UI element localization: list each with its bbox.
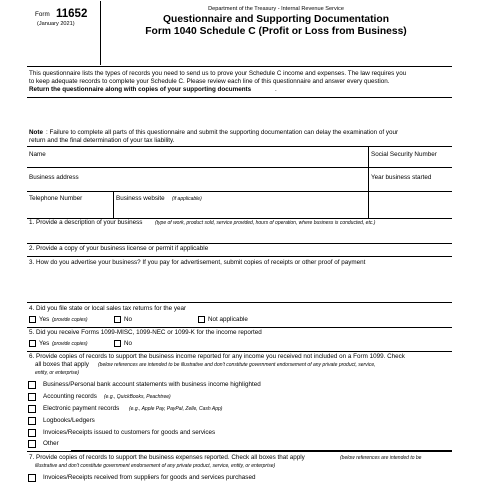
form-prefix: Form	[35, 11, 50, 18]
q6-item-label: Electronic payment records	[43, 405, 120, 412]
rule	[27, 451, 452, 452]
note-line2: return and the final determination of your tax liability.	[29, 137, 175, 144]
rule	[27, 97, 452, 98]
q4-not-applicable-checkbox[interactable]	[198, 316, 205, 323]
form-date: (January 2021)	[37, 21, 75, 27]
rule	[27, 243, 452, 244]
q6-item-checkbox[interactable]	[28, 393, 36, 401]
q7-item-label: Invoices/Receipts received from suppliers for goods and services purchased	[43, 474, 256, 481]
q6-item-label: Logbooks/Ledgers	[43, 417, 95, 424]
question-7-line1: 7. Provide copies of records to support the business expenses reported. Check all boxes that apply	[29, 454, 305, 461]
name-label: Name	[29, 151, 46, 158]
rule	[27, 351, 452, 352]
q6-item-checkbox[interactable]	[28, 417, 36, 425]
q4-no-checkbox[interactable]	[114, 316, 121, 323]
year-started-label: Year business started	[371, 174, 432, 181]
address-label: Business address	[29, 174, 79, 181]
header-rule	[27, 66, 452, 67]
rule	[27, 146, 452, 147]
rule	[27, 256, 452, 257]
agency-line: Department of the Treasury - Internal Revenue Service	[208, 6, 344, 12]
form-title-line1: Questionnaire and Supporting Documentation	[163, 14, 389, 25]
q6-item-label: Other	[43, 440, 59, 447]
q6-item-checkbox[interactable]	[28, 429, 36, 437]
q5-yes-label: Yes	[39, 340, 50, 347]
q6-item-checkbox[interactable]	[28, 381, 36, 389]
note-line1: : Failure to complete all parts of this questionnaire and submit the supporting documentation can delay the examination of your	[46, 129, 399, 136]
q7-item-checkbox[interactable]	[28, 474, 36, 482]
question-5: 5. Did you receive Forms 1099-MISC, 1099-NEC or 1099-K for the income reported	[29, 329, 262, 336]
q4-yes-checkbox[interactable]	[29, 316, 36, 323]
rule	[27, 327, 452, 328]
q4-yes-note: (provide copies)	[52, 317, 88, 323]
question-2: 2. Provide a copy of your business license or permit if applicable	[29, 245, 209, 252]
question-7-note-cont: illustrative and don't constitute government endorsement of any private product, service, entity, or enterprise)	[35, 463, 276, 469]
rule	[27, 302, 452, 303]
q4-yes-label: Yes	[39, 316, 50, 323]
intro-line3-period: .	[275, 86, 277, 93]
question-4: 4. Did you file state or local sales tax returns for the year	[29, 305, 187, 312]
q5-yes-checkbox[interactable]	[29, 340, 36, 347]
q6-item-label: Business/Personal bank account statements with business income highlighted	[43, 381, 261, 388]
q6-item-checkbox[interactable]	[28, 440, 36, 448]
question-6-line2: all boxes that apply	[35, 361, 89, 368]
intro-line1: This questionnaire lists the types of records you need to send us to prove your Schedule C income and expenses. The law requires you	[29, 70, 407, 77]
telephone-label: Telephone Number	[29, 195, 83, 202]
q6-item-checkbox[interactable]	[28, 405, 36, 413]
rule	[27, 191, 452, 192]
form-number: 11652	[56, 8, 88, 20]
q4-not-applicable-label: Not applicable	[208, 316, 248, 323]
q5-yes-note: (provide copies)	[52, 341, 88, 347]
rule	[27, 167, 452, 168]
intro-line2: to keep adequate records to complete your Schedule C. Please review each line of this questionnaire and answer every question.	[29, 78, 390, 85]
form-page	[27, 0, 452, 480]
q6-item-label: Invoices/Receipts issued to customers for goods and services	[43, 429, 216, 436]
question-1: 1. Provide a description of your business	[29, 219, 143, 226]
q6-item-note: (e.g., Apple Pay, PayPal, Zelle, Cash App)	[129, 406, 223, 412]
note-label: Note	[29, 129, 43, 136]
q5-no-checkbox[interactable]	[114, 340, 121, 347]
website-note: (if applicable)	[172, 196, 202, 202]
column-divider	[368, 146, 369, 218]
form-title-line2: Form 1040 Schedule C (Profit or Loss from Business)	[145, 26, 407, 37]
question-6-line1: 6. Provide copies of records to support the business income reported for any income you received not included on a Form 1099. Check	[29, 353, 405, 360]
q5-no-label: No	[124, 340, 133, 347]
website-label: Business website	[116, 195, 165, 202]
ssn-label: Social Security Number	[371, 151, 437, 158]
question-7-note: (below references are intended to be	[340, 455, 422, 461]
question-1-note: (type of work, product sold, service provided, hours of operation, where business is conducted, etc.)	[155, 220, 376, 226]
column-divider	[113, 191, 114, 218]
question-6-note-cont: entity, or enterprise)	[35, 370, 80, 376]
question-6-note: (below references are intended to be illustrative and don't constitute government endorsement of any private product, service,	[98, 362, 376, 368]
q6-item-label: Accounting records	[43, 393, 97, 400]
q4-no-label: No	[124, 316, 133, 323]
intro-line3: Return the questionnaire along with copies of your supporting documents	[29, 86, 252, 93]
q6-item-note: (e.g., QuickBooks, Peachtree)	[104, 394, 171, 400]
question-3: 3. How do you advertise your business? If you pay for advertisement, submit copies of receipts or other proof of payment	[29, 259, 366, 266]
